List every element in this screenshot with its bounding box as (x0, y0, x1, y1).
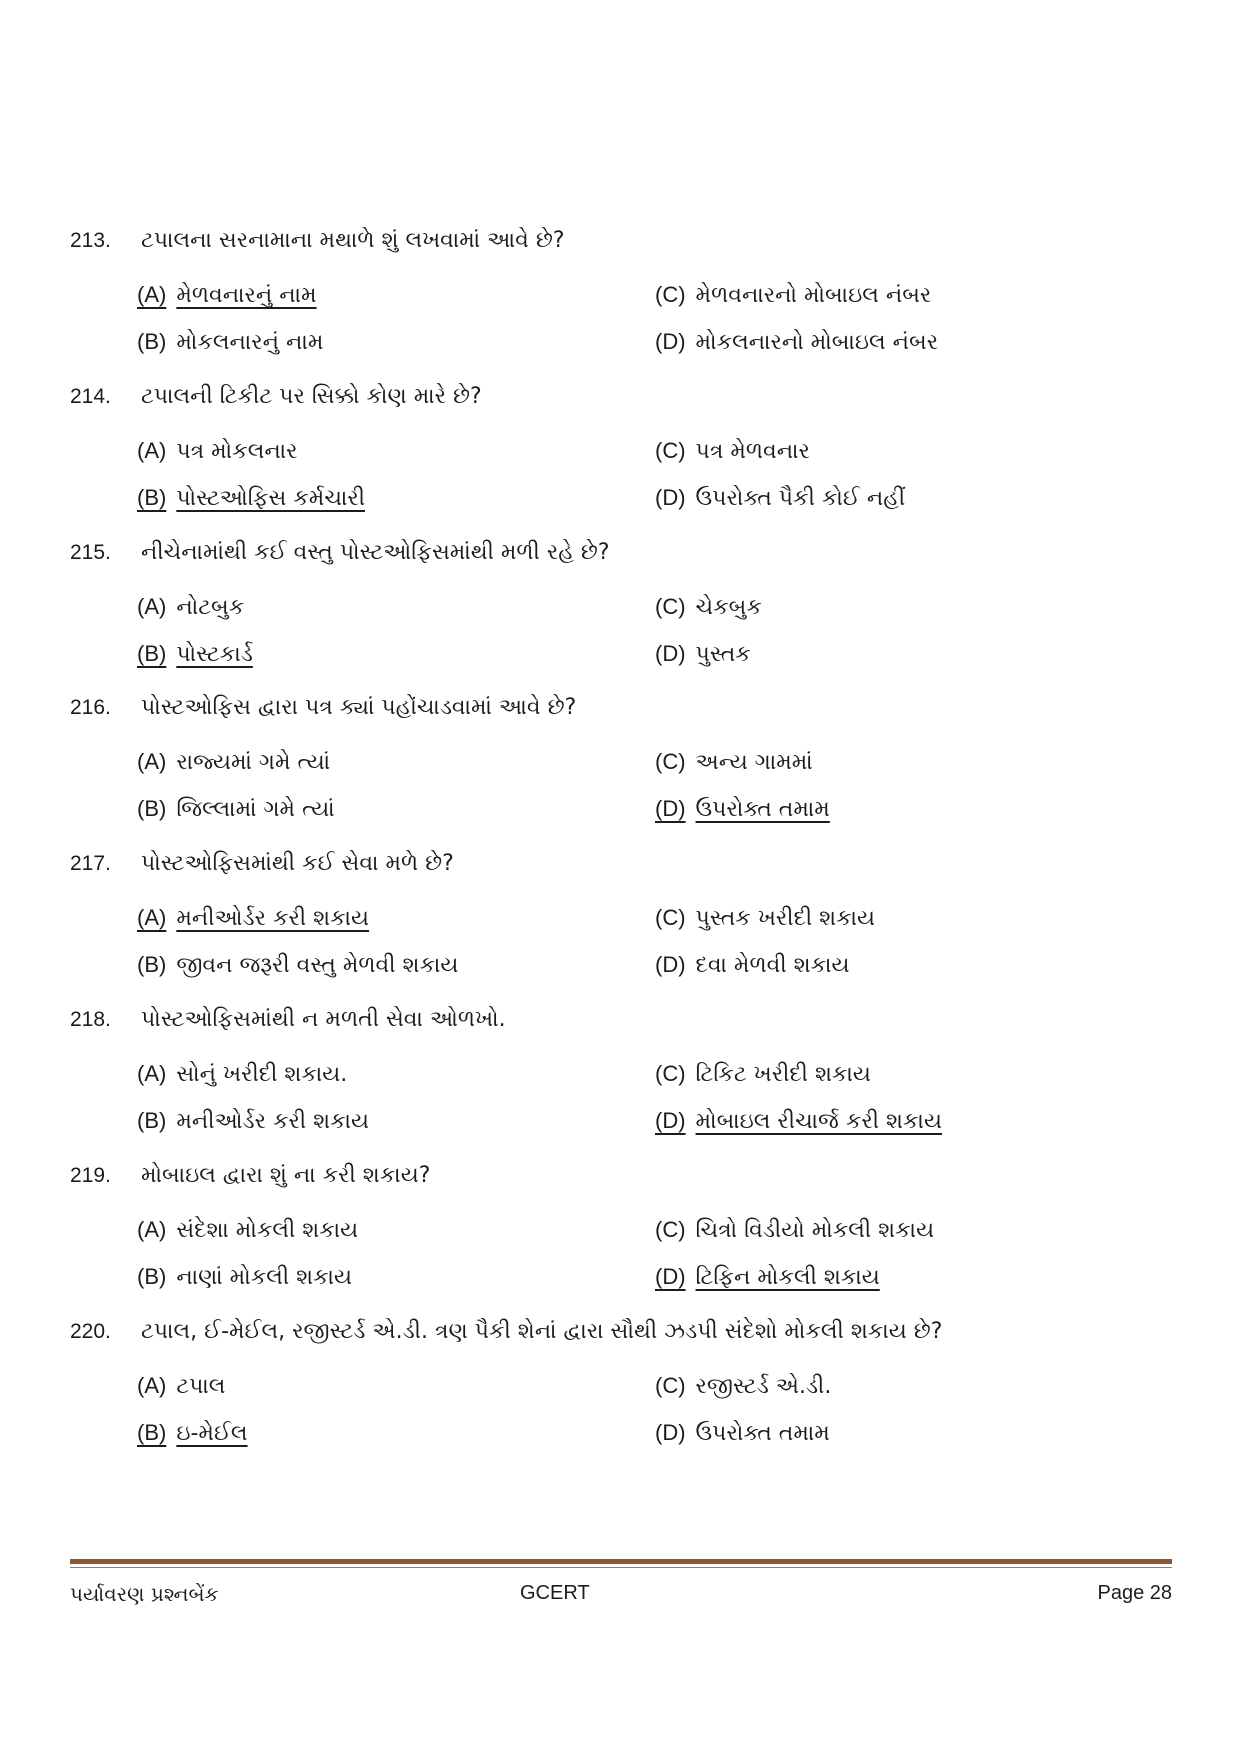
option-b-correct-answer (137, 485, 365, 511)
option-b (137, 329, 323, 355)
option-label: (C) (655, 1216, 686, 1242)
option-text: સંદેશા મોકલી શકાય (176, 1217, 359, 1243)
option-text: ચેકબુક (695, 594, 762, 620)
option-label: (B) (137, 329, 167, 354)
option-text: મોબાઇલ રીચાર્જ કરી શકાય (695, 1109, 942, 1134)
question-number: 216. (70, 696, 111, 720)
option-c (655, 1061, 871, 1087)
option-text: જીવન જરૂરી વસ્તુ મેળવી શકાય (176, 953, 459, 979)
question-text: પોસ્ટઓફિસ દ્વારા પત્ર ક્યાં પહોંચાડવામાં આવે છે? (141, 695, 577, 721)
question-number: 218. (70, 1008, 111, 1031)
option-text: પોસ્ટઓફિસ કર્મચારી (176, 485, 365, 511)
option-text: ચિત્રો વિડીયો મોકલી શકાય (695, 1217, 935, 1243)
option-label: (A) (137, 1216, 167, 1242)
option-a-correct-answer (137, 282, 317, 308)
option-c (655, 438, 810, 464)
option-b (137, 1264, 352, 1290)
option-label: (D) (655, 484, 686, 510)
option-text: દવા મેળવી શકાય (695, 953, 850, 979)
option-text: પત્ર મેળવનાર (695, 438, 810, 464)
option-label: (C) (655, 282, 686, 307)
question-number: 217. (70, 852, 111, 876)
option-b (137, 952, 458, 978)
option-text: ઉપરોક્ત તમામ (695, 797, 830, 823)
option-b (137, 1108, 369, 1134)
option-label: (C) (655, 1061, 686, 1086)
option-text: ટપાલ (176, 1373, 226, 1399)
option-text: ટિકિટ ખરીદી શકાય (695, 1062, 871, 1087)
option-c (655, 905, 875, 931)
option-b-correct-answer (137, 641, 253, 667)
option-c (655, 1373, 831, 1399)
option-d-correct-answer (655, 796, 830, 822)
option-text: પોસ્ટકાર્ડ (176, 641, 253, 667)
question-number: 215. (70, 540, 111, 564)
option-d (655, 1420, 830, 1446)
option-label: (D) (655, 329, 686, 354)
question-line (70, 228, 565, 253)
option-label: (D) (655, 1419, 686, 1445)
question-line (70, 695, 576, 720)
question-number: 220. (70, 1319, 111, 1343)
option-c (655, 594, 762, 620)
option-label: (D) (655, 796, 686, 822)
option-d (655, 329, 938, 355)
option-label: (B) (137, 1108, 167, 1133)
option-d (655, 641, 751, 667)
option-label: (C) (655, 437, 686, 463)
option-b (137, 796, 335, 822)
option-text: પુસ્તક ખરીદી શકાય (695, 906, 876, 932)
option-label: (B) (137, 796, 167, 822)
question-text: મોબાઇલ દ્વારા શું ના કરી શકાય? (141, 1162, 431, 1188)
option-text: અન્ય ગામમાં (695, 750, 813, 776)
option-text: પુસ્તક (695, 641, 751, 667)
option-d (655, 952, 850, 978)
question-text: ટપાલના સરનામાના મથાળે શું લખવામાં આવે છે? (141, 228, 565, 253)
option-text: રજીસ્ટર્ડ એ.ડી. (695, 1373, 832, 1399)
option-d-correct-answer (655, 1108, 942, 1134)
option-c (655, 1217, 934, 1243)
option-label: (B) (137, 1419, 167, 1445)
option-text: મેળવનારનું નામ (176, 283, 317, 308)
footer-page-number: Page 28 (1097, 1582, 1172, 1604)
question-text: પોસ્ટઓફિસમાંથી ન મળતી સેવા ઓળખો. (141, 1007, 506, 1032)
option-label: (D) (655, 640, 686, 666)
option-label: (B) (137, 640, 167, 666)
question-number: 219. (70, 1163, 111, 1187)
question-line (70, 540, 610, 565)
option-text: જિલ્લામાં ગમે ત્યાં (176, 797, 335, 823)
option-label: (A) (137, 437, 167, 463)
option-text: સોનું ખરીદી શકાય. (176, 1062, 348, 1087)
question-line (70, 384, 482, 409)
footer-book-title: પર્યાવરણ પ્રશ્નબેંક (70, 1582, 219, 1606)
option-a-correct-answer (137, 905, 369, 931)
option-label: (C) (655, 905, 686, 931)
question-number: 214. (70, 384, 111, 408)
option-a (137, 749, 330, 775)
question-text: પોસ્ટઓફિસમાંથી કઈ સેવા મળે છે? (141, 851, 454, 877)
option-label: (B) (137, 952, 167, 978)
footer-publisher: GCERT (520, 1582, 590, 1604)
option-b-correct-answer (137, 1420, 248, 1446)
option-label: (C) (655, 593, 686, 619)
option-text: પત્ર મોકલનાર (176, 438, 298, 464)
option-text: ઉપરોક્ત તમામ (695, 1420, 830, 1446)
option-text: ઉપરોક્ત પૈકી કોઈ નહીં (695, 485, 906, 511)
question-text: ટપાલની ટિકીટ પર સિક્કો કોણ મારે છે? (141, 383, 482, 409)
option-a (137, 438, 297, 464)
option-text: મોકલનારનું નામ (176, 330, 324, 355)
option-a (137, 1217, 358, 1243)
option-text: મનીઓર્ડર કરી શકાય (176, 1109, 370, 1134)
option-c (655, 282, 931, 308)
option-label: (C) (655, 1372, 686, 1398)
option-label: (D) (655, 952, 686, 978)
option-label: (D) (655, 1263, 686, 1289)
option-c (655, 749, 813, 775)
option-text: ટિફિન મોકલી શકાય (695, 1264, 880, 1290)
question-line (70, 1007, 506, 1032)
option-label: (A) (137, 749, 167, 775)
option-text: નોટબુક (176, 594, 245, 620)
option-d-correct-answer (655, 1264, 880, 1290)
question-line (70, 851, 454, 876)
option-label: (D) (655, 1108, 686, 1133)
option-d (655, 485, 905, 511)
option-text: નાણાં મોકલી શકાય (176, 1264, 353, 1290)
question-line (70, 1319, 942, 1344)
footer-divider (70, 1559, 1172, 1568)
option-a (137, 1061, 347, 1087)
question-number: 213. (70, 229, 111, 252)
option-label: (A) (137, 282, 167, 307)
question-text: નીચેનામાંથી કઈ વસ્તુ પોસ્ટઓફિસમાંથી મળી રહે છે? (141, 539, 610, 565)
option-a (137, 1373, 225, 1399)
question-line (70, 1163, 430, 1188)
option-a (137, 594, 244, 620)
option-text: રાજ્યમાં ગમે ત્યાં (176, 750, 331, 776)
option-text: મનીઓર્ડર કરી શકાય (176, 906, 370, 932)
option-label: (A) (137, 593, 167, 619)
option-text: મેળવનારનો મોબાઇલ નંબર (695, 283, 932, 308)
question-text: ટપાલ, ઈ-મેઈલ, રજીસ્ટર્ડ એ.ડી. ત્રણ પૈકી શેનાં દ્વારા સૌથી ઝડપી સંદેશો મોકલી શકાય છે? (141, 1318, 943, 1344)
option-text: ઇ-મેઈલ (176, 1420, 248, 1446)
option-label: (A) (137, 1061, 167, 1086)
option-text: મોકલનારનો મોબાઇલ નંબર (695, 330, 939, 355)
option-label: (B) (137, 484, 167, 510)
option-label: (C) (655, 749, 686, 775)
option-label: (B) (137, 1263, 167, 1289)
option-label: (A) (137, 1372, 167, 1398)
option-label: (A) (137, 905, 167, 931)
